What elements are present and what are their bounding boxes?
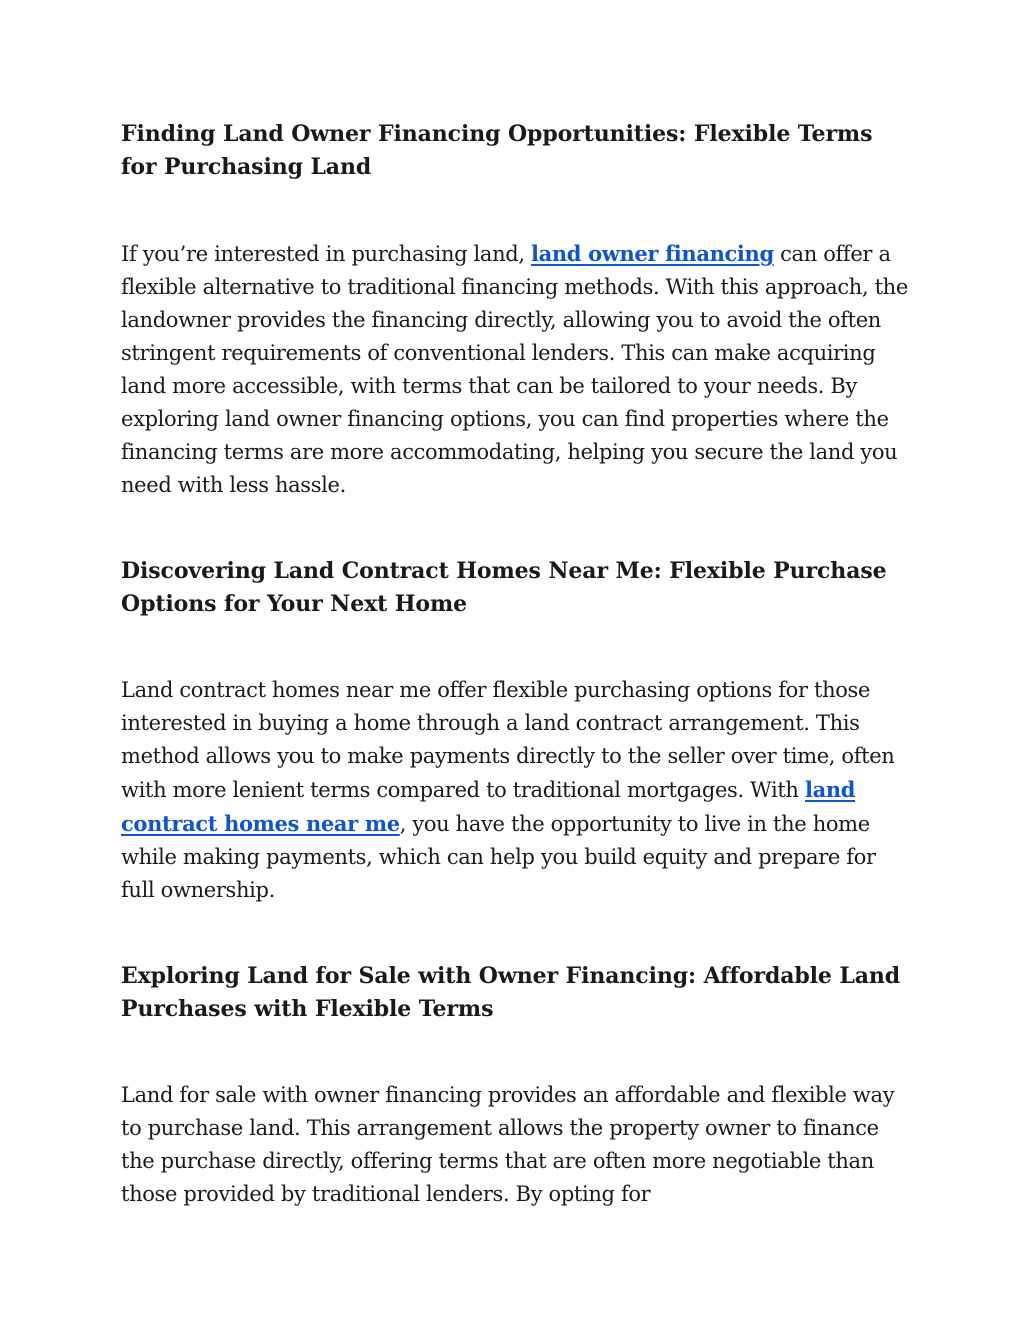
paragraph-text: , you have the opportunity to live in the home while making payments, which can help you build equity and prepare for full ownership. xyxy=(121,812,876,902)
section-land-for-sale xyxy=(121,960,911,1211)
section-paragraph xyxy=(121,674,911,907)
paragraph-text: can offer a flexible alternative to traditional financing methods. With this approach, the landowner provides the financing directly, allowing you to avoid the often stringent requirements of conventional lenders. This can make acquiring land more accessible, with terms that can be tailored to your needs. By exploring land owner financing options, you can find properties where the financing terms are more accommodating, helping you secure the land you need with less hassle. xyxy=(121,242,908,497)
document-page xyxy=(121,118,911,1211)
section-heading: Finding Land Owner Financing Opportunities: Flexible Terms for Purchasing Land xyxy=(121,121,873,180)
section-land-owner-financing xyxy=(121,118,911,502)
section-paragraph: Land for sale with owner financing provides an affordable and flexible way to purchase land. This arrangement allows the property owner to finance the purchase directly, offering terms that are often more negotiable than those provided by traditional lenders. By opting for xyxy=(121,1083,895,1206)
section-heading: Exploring Land for Sale with Owner Financing: Affordable Land Purchases with Flexible Terms xyxy=(121,963,901,1022)
land-contract-homes-link[interactable]: land contract homes near me xyxy=(121,777,856,836)
land-owner-financing-link[interactable]: land owner financing xyxy=(531,241,774,266)
section-heading: Discovering Land Contract Homes Near Me: Flexible Purchase Options for Your Next Home xyxy=(121,558,887,617)
section-land-contract-homes xyxy=(121,555,911,907)
paragraph-text: Land contract homes near me offer flexible purchasing options for those interested in buying a home through a land contract arrangement. This method allows you to make payments directly to the seller over time, often with more lenient terms compared to traditional mortgages. With xyxy=(121,678,895,802)
section-paragraph xyxy=(121,237,911,502)
paragraph-text: If you’re interested in purchasing land, xyxy=(121,242,531,266)
